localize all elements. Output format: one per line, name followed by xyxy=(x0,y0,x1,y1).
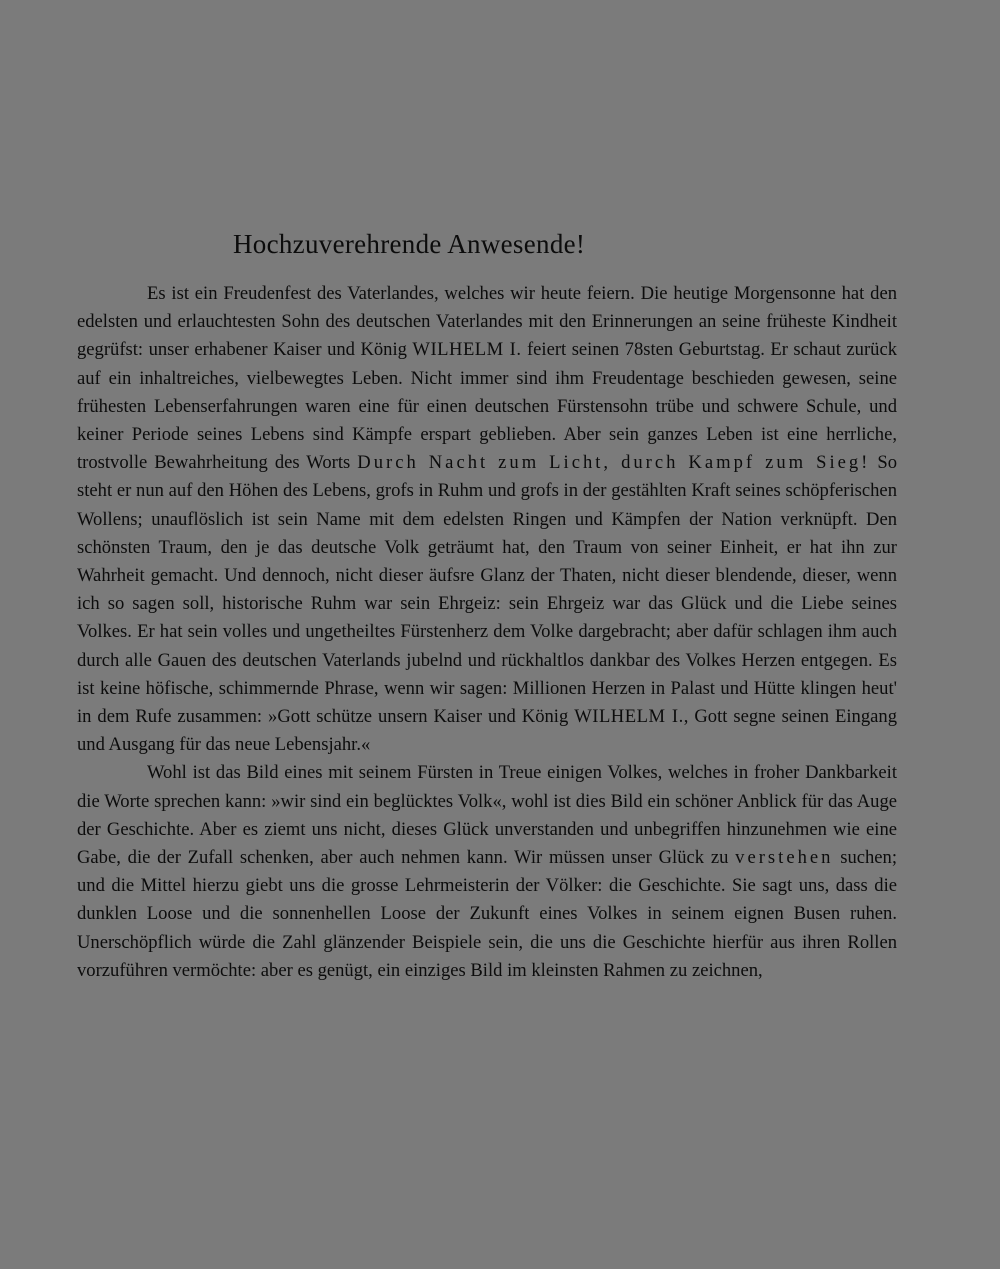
paragraph-1-text-d: , Gott segne seinen Eingang und Ausgang für das neue Lebensjahr.« xyxy=(77,706,897,756)
emperor-name: WILHELM I. xyxy=(574,706,684,728)
paragraph-1-text-c: So steht er nun auf den Höhen des Lebens, grofs in Ruhm und grofs in der gestählten Kraft seines schöpferischen Wollens; unauflöslich ist sein Name mit dem edelsten Ringen und Kämpfen der Nation verknüpft. Den schönsten Traum, den je das deutsche Volk geträumt hat, den Traum von seiner Einheit, er hat ihn zur Wahrheit gemacht. Und dennoch, nicht dieser äufsre Glanz der Thaten, nicht dieser blendende, dieser, wenn ich so sagen soll, historische Ruhm war sein Ehrgeiz: sein Ehrgeiz war das Glück und die Liebe seines Volkes. Er hat sein volles und ungetheiltes Fürstenherz dem Volke dargebracht; aber dafür schlagen ihm auch durch alle Gauen des deutschen Vaterlands jubelnd und rückhaltlos dankbar des Volkes Herzen entgegen. Es ist keine höfische, schimmernde Phrase, wenn wir sagen: Millionen Herzen in Palast und Hütte klingen heut' in dem Rufe zusammen: »Gott schütze unsern Kaiser und König xyxy=(77,452,898,728)
emphasized-word: verstehen xyxy=(735,847,834,869)
motto-text: Durch Nacht zum Licht, durch Kampf zum Sieg! xyxy=(357,452,871,474)
paragraph-2-text-b: suchen; und die Mittel hierzu giebt uns die grosse Lehrmeisterin der Völker: die Geschichte. Sie sagt uns, dass die dunklen Loose und die sonnenhellen Loose der Zukunft eines Volkes in seinem eignen Busen ruhen. Unerschöpflich würde die Zahl glänzender Beispiele sein, die uns die Geschichte hierfür aus ihren Rollen vorzuführen vermöchte: aber es genügt, ein einziges Bild im kleinsten Rahmen zu zeichnen, xyxy=(77,847,898,981)
paragraph-2-text-a: Wohl ist das Bild eines mit seinem Fürsten in Treue einigen Volkes, welches in froher Dankbarkeit die Worte sprechen kann: »wir sind ein beglücktes Volk«, wohl ist dies Bild ein schöner Anblick für das Auge der Geschichte. Aber es ziemt uns nicht, dieses Glück unverstanden und unbegriffen hinzunehmen wie eine Gabe, die der Zufall schenken, aber auch nehmen kann. Wir müssen unser Glück zu xyxy=(77,762,897,869)
paragraph-1-text-b: feiert seinen 78sten Geburtstag. Er schaut zurück auf ein inhaltreiches, vielbewegtes Leben. Nicht immer sind ihm Freudentage beschieden gewesen, seine frühesten Lebenserfahrungen waren eine für einen deutschen Fürstensohn trübe und schwere Schule, und keiner Periode seines Lebens sind Kämpfe erspart geblieben. Aber sein ganzes Leben ist eine herrliche, trostvolle Bewahrheitung des Worts xyxy=(77,339,897,474)
paragraph-1 xyxy=(77,280,897,759)
page-title: Hochzuverehrende Anwesende! xyxy=(233,229,586,259)
document-body xyxy=(77,280,897,985)
paragraph-1-text-a: Es ist ein Freudenfest des Vaterlandes, welches wir heute feiern. Die heutige Morgensonne hat den edelsten und erlauchtesten Sohn des deutschen Vaterlandes mit den Erinnerungen an seine früheste Kindheit gegrüfst: unser erhabener Kaiser und König xyxy=(77,283,897,361)
paragraph-2 xyxy=(77,759,897,985)
emperor-name: WILHELM I. xyxy=(412,339,522,361)
